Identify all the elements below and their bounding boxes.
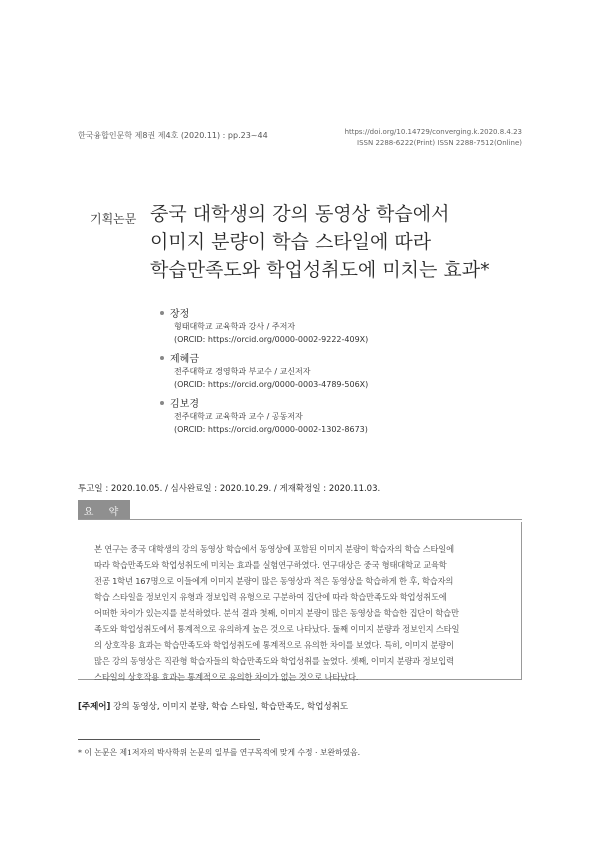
- abstract-divider: [78, 519, 522, 520]
- bullet-icon: [160, 311, 164, 315]
- keywords-text: 강의 동영상, 이미지 분량, 학습 스타일, 학습만족도, 학업성취도: [110, 702, 349, 712]
- submission-dates: 투고일 : 2020.10.05. / 심사완료일 : 2020.10.29. / 게재확정일 : 2020.11.03.: [78, 484, 381, 494]
- abstract-line: 전공 1학년 167명으로 이들에게 이미지 분량이 많은 동영상과 적은 동영상을 학습하게 한 후, 학습자의: [94, 576, 454, 586]
- abstract-line: 스타일의 상호작용 효과는 통계적으로 유의한 차이가 없는 것으로 나타났다.: [94, 672, 359, 682]
- author-name: 장정: [170, 309, 190, 320]
- abstract-label: 요 약: [78, 500, 130, 520]
- author-affiliation: 전주대학교 경영학과 부교수 / 교신저자: [174, 367, 311, 376]
- doi-link[interactable]: https://doi.org/10.14729/converging.k.2020.8.4.23: [344, 128, 522, 136]
- abstract-line: 따라 학습만족도와 학업성취도에 미치는 효과를 실험연구하였다. 연구대상은 중국 형태대학교 교육학: [94, 560, 447, 570]
- footnote-divider: [78, 739, 260, 740]
- abstract-body: [94, 541, 510, 685]
- title-line-1: 중국 대학생의 강의 동영상 학습에서: [150, 203, 450, 225]
- abstract-line: 족도와 학업성취도에서 통계적으로 유의하게 높은 것으로 나타났다. 둘째 이미지 분량과 정보인지 스타일: [94, 624, 460, 634]
- author-orcid[interactable]: (ORCID: https://orcid.org/0000-0002-9222-409X): [174, 335, 369, 344]
- author-entry: [160, 395, 490, 436]
- title-line-2: 이미지 분량이 학습 스타일에 따라: [150, 231, 432, 253]
- abstract-line: 학습 스타일을 정보인지 유형과 정보입력 유형으로 구분하여 집단에 따라 학습만족도와 학업성취도에: [94, 592, 447, 602]
- issn-text: ISSN 2288-6222(Print) ISSN 2288-7512(Online): [357, 139, 522, 147]
- keywords: [78, 700, 348, 712]
- author-affiliation: 형태대학교 교육학과 강사 / 주저자: [174, 322, 296, 331]
- author-affiliation: 전주대학교 교육학과 교수 / 공동저자: [174, 412, 303, 421]
- keywords-label: [주제어]: [78, 702, 111, 712]
- bullet-icon: [160, 401, 164, 405]
- author-name: 제혜금: [170, 354, 199, 365]
- author-orcid[interactable]: (ORCID: https://orcid.org/0000-0002-1302-8673): [174, 425, 368, 434]
- footnote: * 이 논문은 제1저자의 박사학위 논문의 일부를 연구목적에 맞게 수정 · 보완하였음.: [78, 748, 361, 757]
- bullet-icon: [160, 356, 164, 360]
- title-line-3: 학습만족도와 학업성취도에 미치는 효과*: [150, 259, 490, 281]
- author-name: 김보경: [170, 399, 199, 410]
- author-entry: [160, 305, 490, 346]
- doi-issn-block: [345, 127, 522, 149]
- journal-citation: 한국융합인문학 제8권 제4호 (2020.11) : pp.23~44: [78, 131, 268, 140]
- author-orcid[interactable]: (ORCID: https://orcid.org/0000-0003-4789-506X): [174, 380, 369, 389]
- author-entry: [160, 350, 490, 391]
- author-list: [160, 305, 490, 440]
- abstract-line: 많은 강의 동영상은 직관형 학습자들의 학습만족도와 학업성취를 높였다. 셋째, 이미지 분량과 정보입력: [94, 656, 454, 666]
- article-category: 기획논문: [90, 212, 137, 226]
- abstract-line: 본 연구는 중국 대학생의 강의 동영상 학습에서 동영상에 포함된 이미지 분량이 학습자의 학습 스타일에: [94, 544, 454, 554]
- abstract-line: 의 상호작용 효과는 학습만족도와 학업성취도에 통계적으로 유의한 차이를 보였다. 특히, 이미지 분량이: [94, 640, 454, 650]
- abstract-line: 어떠한 차이가 있는지를 분석하였다. 분석 결과 첫째, 이미지 분량이 많은 동영상을 학습한 집단이 학습만: [94, 608, 459, 618]
- article-title: [150, 200, 530, 284]
